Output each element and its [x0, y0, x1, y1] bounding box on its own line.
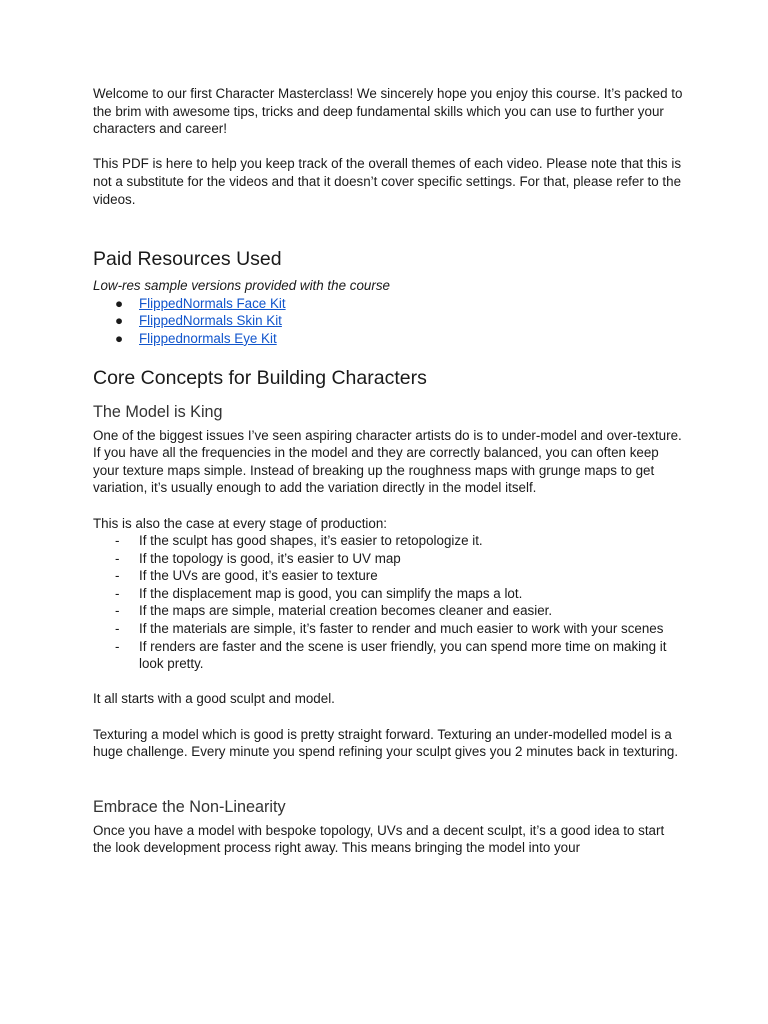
dash-marker: - — [115, 603, 120, 619]
list-item — [93, 620, 683, 638]
list-item-text: If the UVs are good, it’s easier to texture — [139, 568, 378, 584]
dash-marker: - — [115, 585, 120, 601]
list-item — [93, 567, 683, 585]
list-item-text: If the maps are simple, material creation becomes cleaner and easier. — [139, 603, 553, 619]
non-linearity-heading: Embrace the Non-Linearity — [93, 797, 286, 816]
eye-kit-link[interactable]: Flippednormals Eye Kit — [139, 330, 277, 346]
list-item-text: If the displacement map is good, you can simplify the maps a lot. — [139, 585, 523, 601]
list-item-text: If renders are faster and the scene is user friendly, you can spend more time on making it look pretty. — [139, 638, 667, 672]
list-item — [93, 532, 683, 550]
dash-marker: - — [115, 638, 120, 654]
list-item — [93, 330, 683, 348]
model-is-king-paragraph-1: One of the biggest issues I’ve seen aspiring character artists do is to under-model and over-texture. If you have all the frequencies in the model and they are correctly balanced, you can often keep your texture maps simple. Instead of breaking up the roughness maps with grunge maps to get variation, it’s usually enough to add the variation directly in the model itself. — [93, 427, 682, 496]
bullet-icon: ● — [115, 295, 124, 311]
document-page — [93, 85, 683, 857]
intro-paragraph-2: This PDF is here to help you keep track of the overall themes of each video. Please note that this is not a substitute for the videos and that it doesn’t cover specific settings. For that, please refer to the videos. — [93, 156, 682, 207]
bullet-icon: ● — [115, 313, 124, 329]
list-item-text: If the sculpt has good shapes, it’s easier to retopologize it. — [139, 533, 483, 549]
intro-paragraph-1: Welcome to our first Character Masterclass! We sincerely hope you enjoy this course. It’s packed to the brim with awesome tips, tricks and deep fundamental skills which you can use to further your characters and career! — [93, 86, 683, 137]
list-item — [93, 638, 683, 673]
model-is-king-heading: The Model is King — [93, 402, 223, 421]
dash-marker: - — [115, 621, 120, 637]
non-linearity-paragraph-1: Once you have a model with bespoke topology, UVs and a decent sculpt, it’s a good idea to start the look development process right away. This means bringing the model into your — [93, 822, 665, 856]
face-kit-link[interactable]: FlippedNormals Face Kit — [139, 295, 286, 311]
list-item — [93, 550, 683, 568]
dash-marker: - — [115, 568, 120, 584]
list-item — [93, 295, 683, 313]
model-is-king-paragraph-2: This is also the case at every stage of production: — [93, 515, 388, 531]
list-item — [93, 585, 683, 603]
model-is-king-paragraph-3: It all starts with a good sculpt and model. — [93, 691, 335, 707]
skin-kit-link[interactable]: FlippedNormals Skin Kit — [139, 313, 282, 329]
paid-resources-list — [93, 295, 683, 348]
model-is-king-paragraph-4: Texturing a model which is good is pretty straight forward. Texturing an under-modelled model is a huge challenge. Every minute you spend refining your sculpt gives you 2 minutes back in texturing. — [93, 726, 679, 760]
list-item — [93, 602, 683, 620]
dash-marker: - — [115, 550, 120, 566]
production-stages-list — [93, 532, 683, 673]
list-item — [93, 312, 683, 330]
paid-resources-heading: Paid Resources Used — [93, 248, 282, 271]
list-item-text: If the materials are simple, it’s faster to render and much easier to work with your scenes — [139, 621, 664, 637]
dash-marker: - — [115, 533, 120, 549]
bullet-icon: ● — [115, 330, 124, 346]
paid-resources-subtitle: Low-res sample versions provided with the course — [93, 278, 390, 294]
core-concepts-heading: Core Concepts for Building Characters — [93, 366, 427, 389]
list-item-text: If the topology is good, it’s easier to UV map — [139, 550, 401, 566]
